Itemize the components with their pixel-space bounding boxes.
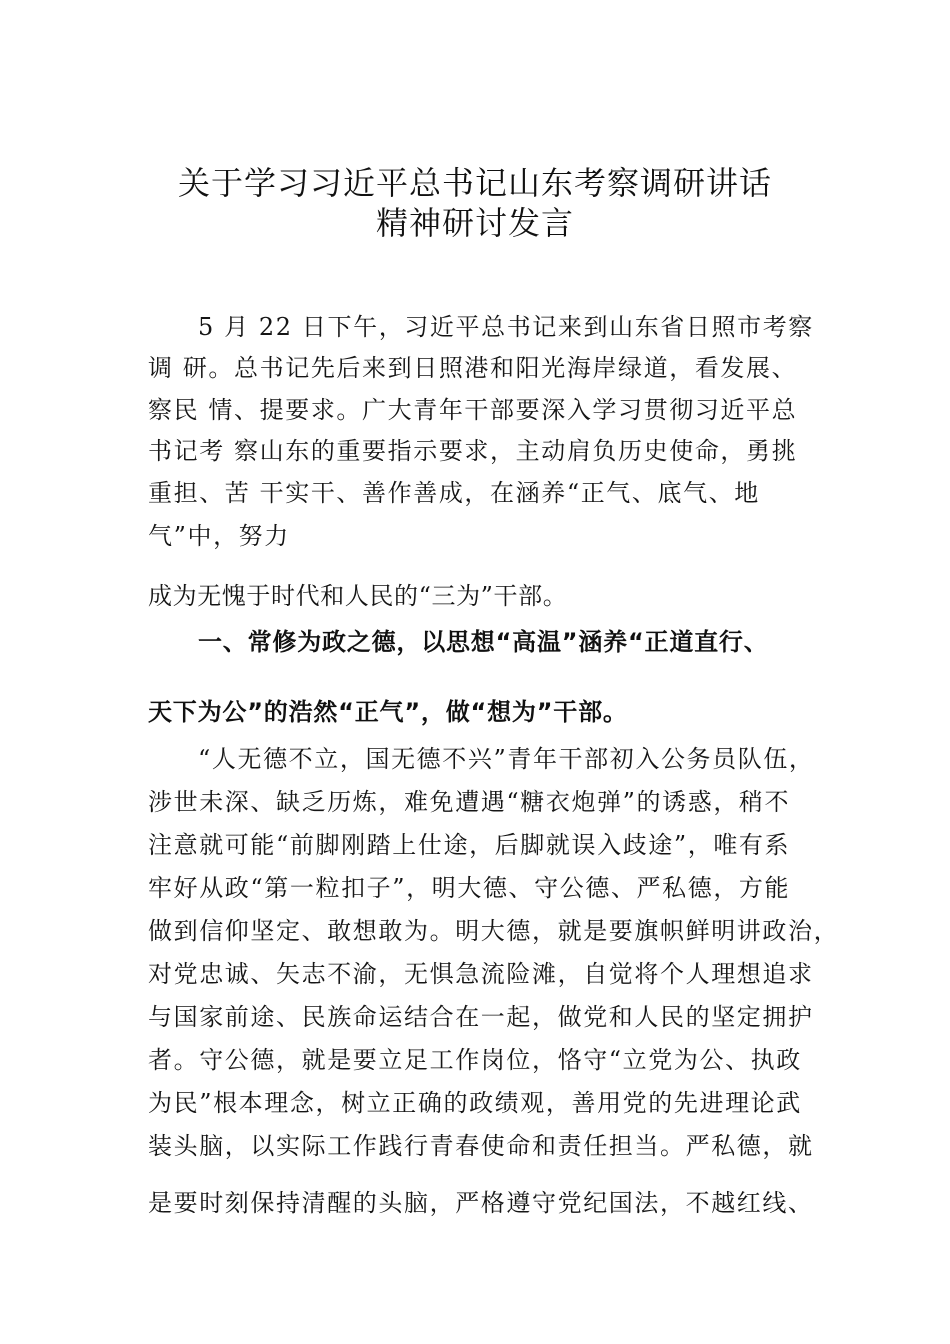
- section-1-line-2: 涉世未深、缺乏历炼，难免遭遇“糖衣炮弹”的诱惑，稍不: [148, 788, 791, 816]
- intro-line-1: 5 月 22 日下午，习近平总书记来到山东省日照市考察: [198, 313, 814, 341]
- document-title-line-2: 精神研讨发言: [375, 204, 574, 242]
- section-1-line-3: 注意就可能“前脚刚踏上仕途，后脚就误入歧途”，唯有系: [148, 831, 791, 859]
- document-title-line-1: 关于学习习近平总书记山东考察调研讲话: [177, 164, 772, 202]
- section-1-line-8: 者。守公德，就是要立足工作岗位，恪守“立党为公、执政: [148, 1046, 802, 1074]
- section-1-heading-line-1: 一、常修为政之德，以思想“高温”涵养“正道直行、: [198, 628, 769, 656]
- section-1-line-10: 装头脑，以实际工作践行青春使命和责任担当。严私德，就: [148, 1132, 814, 1160]
- intro-line-4: 书记考 察山东的重要指示要求，主动肩负历史使命，勇挑: [148, 437, 798, 465]
- section-1-line-1: “人无德不立，国无德不兴”青年干部初入公务员队伍，: [198, 745, 815, 773]
- section-1-line-6: 对党忠诚、矢志不渝，无惧急流险滩，自觉将个人理想追求: [148, 960, 814, 988]
- intro-line-3: 察民 情、提要求。广大青年干部要深入学习贯彻习近平总: [148, 396, 798, 424]
- intro-line-7: 成为无愧于时代和人民的“三为”干部。: [148, 582, 568, 610]
- section-1-line-4: 牢好从政“第一粒扣子”，明大德、守公德、严私德，方能: [148, 874, 791, 902]
- section-1-line-11: 是要时刻保持清醒的头脑，严格遵守党纪国法，不越红线、: [148, 1189, 814, 1217]
- section-1-line-5: 做到信仰坚定、敢想敢为。明大德，就是要旗帜鲜明讲政治，: [148, 917, 840, 945]
- intro-line-6: 气”中，努力: [148, 522, 290, 550]
- section-1-line-7: 与国家前途、民族命运结合在一起，做党和人民的坚定拥护: [148, 1003, 814, 1031]
- intro-line-2: 调 研。总书记先后来到日照港和阳光海岸绿道，看发展、: [148, 354, 798, 382]
- intro-line-5: 重担、苦 干实干、善作善成，在涵养“正气、底气、地: [148, 479, 760, 507]
- section-1-line-9: 为民”根本理念，树立正确的政绩观，善用党的先进理论武: [148, 1089, 802, 1117]
- section-1-heading-line-2: 天下为公”的浩然“正气”，做“想为”干部。: [148, 698, 628, 726]
